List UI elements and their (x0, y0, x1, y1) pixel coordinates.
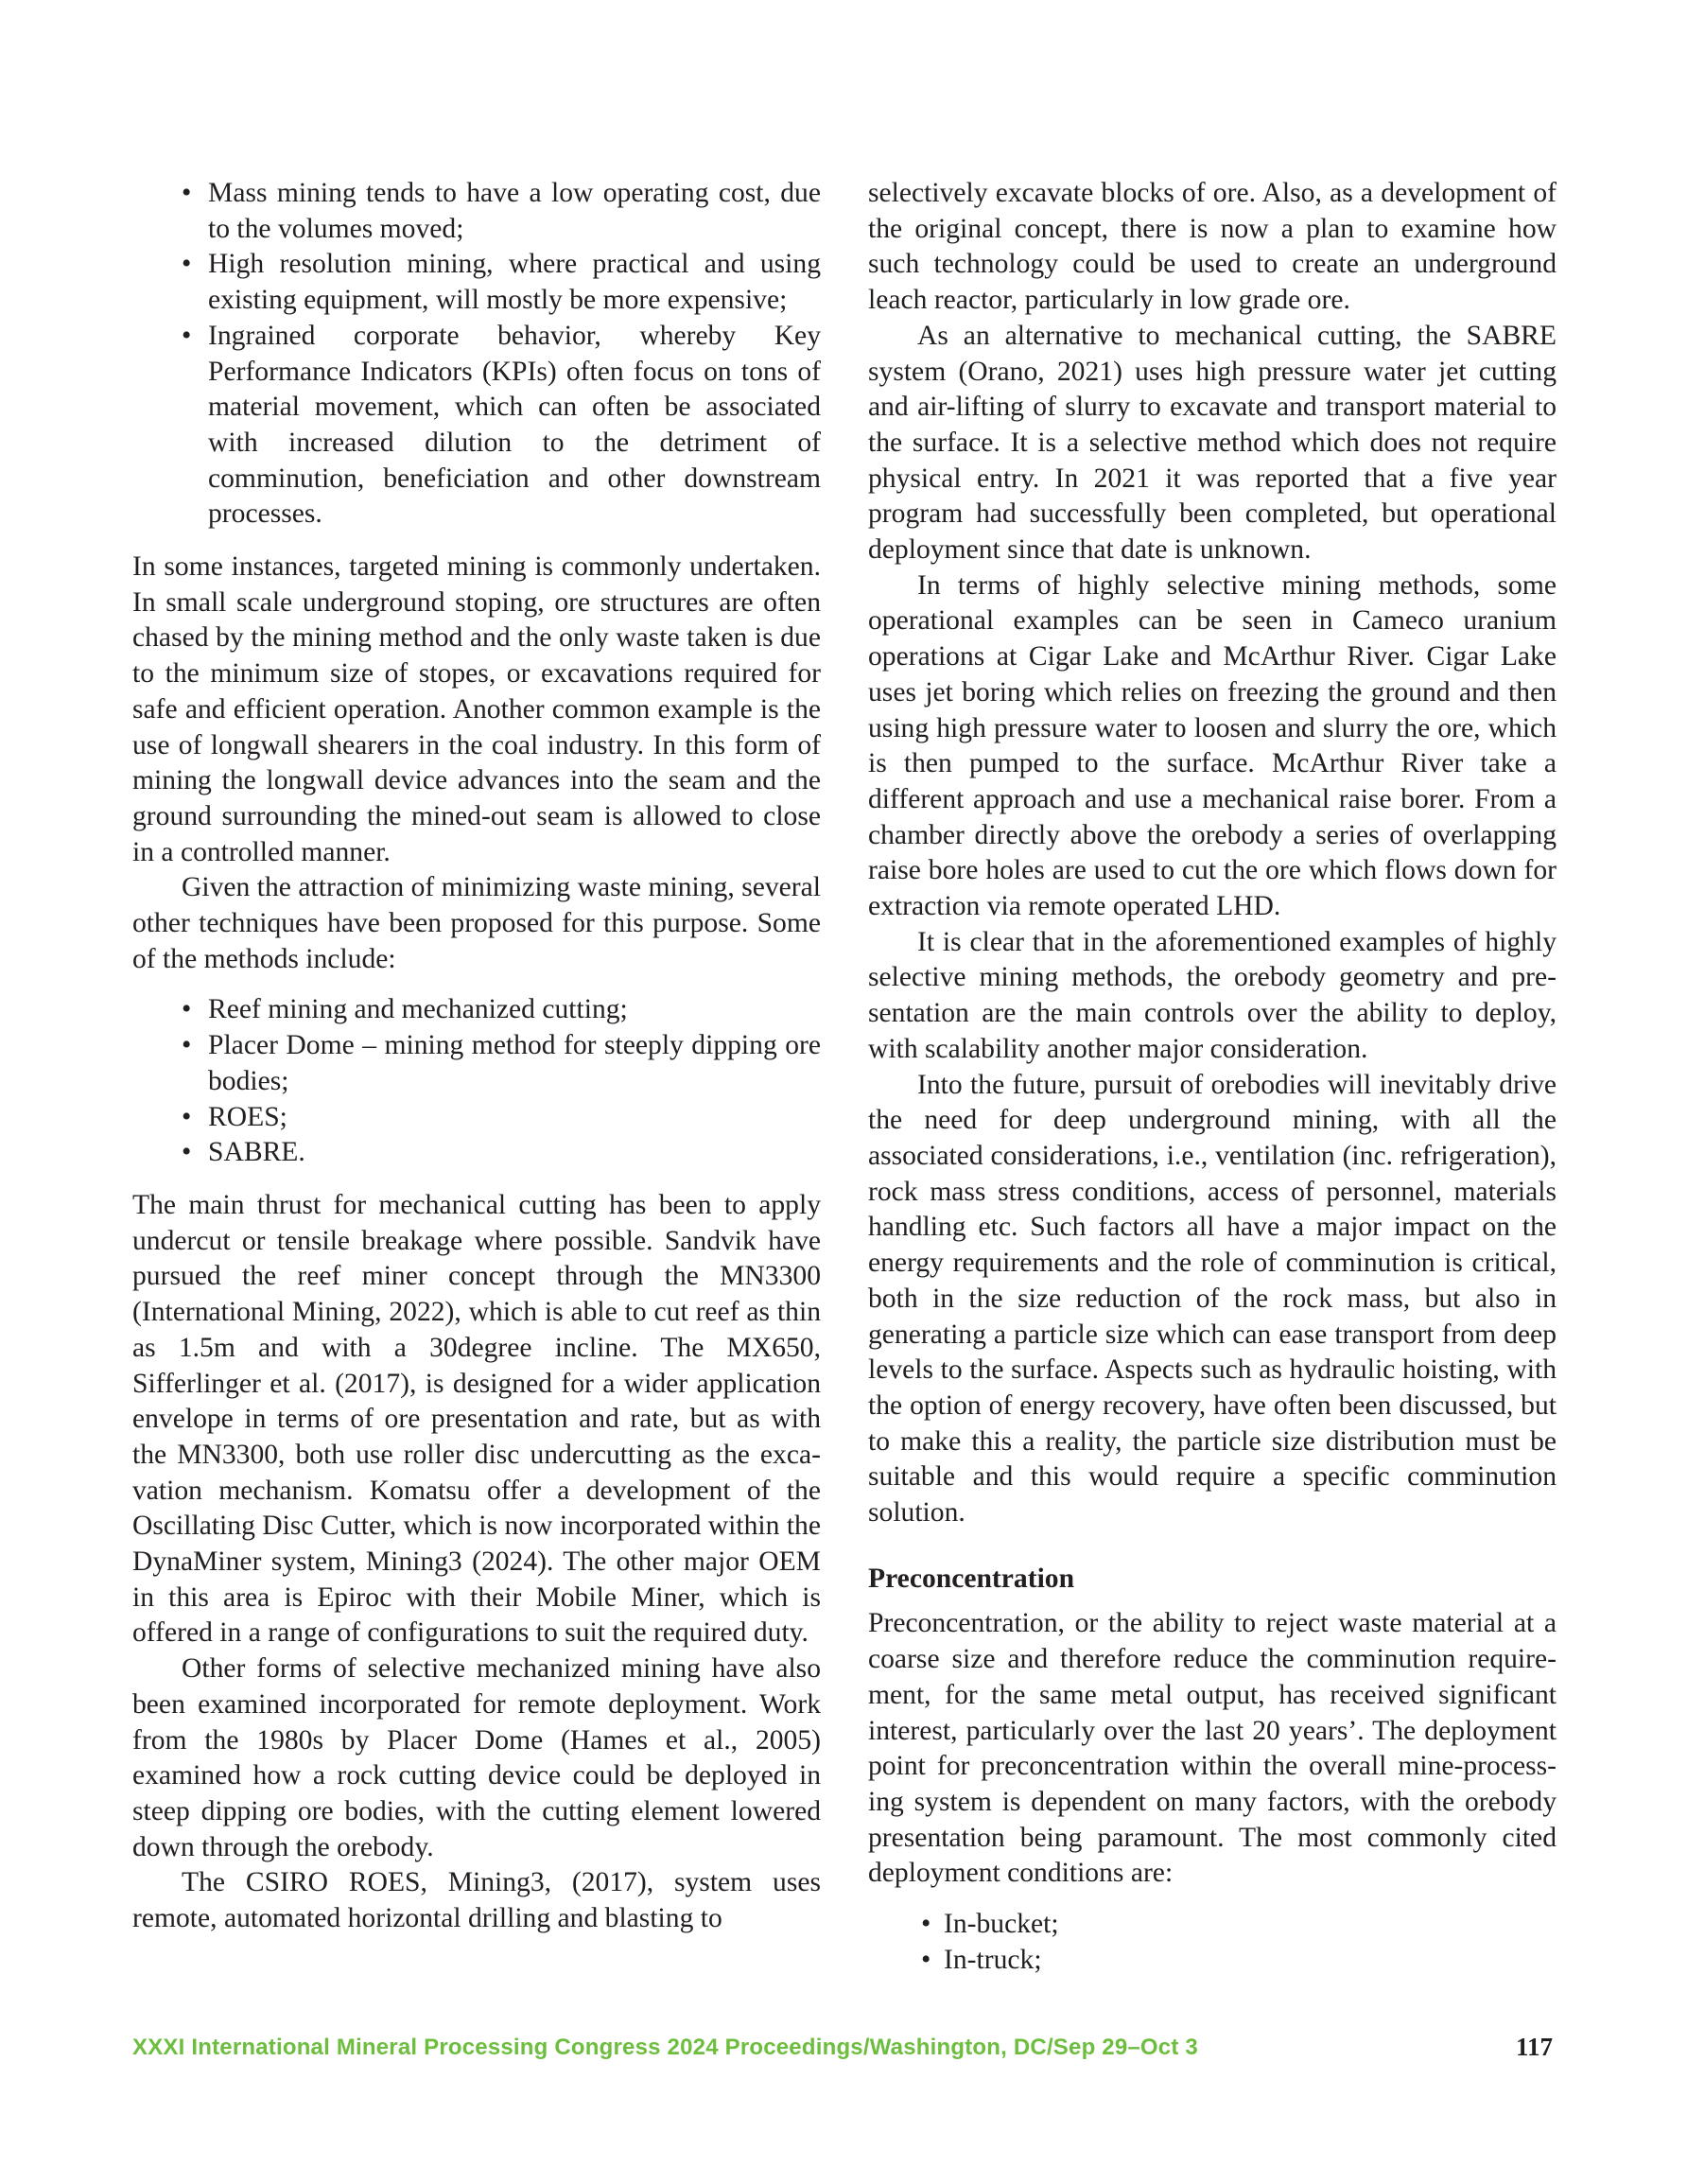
paragraph: The CSIRO ROES, Mining3, (2017), system uses remote, automated horizontal drilling and blasting to (132, 1867, 821, 1934)
footer-conference-title: XXXI International Mineral Processing Congress 2024 Proceedings/Washington, DC/Sep 29–Oct 3 (132, 2035, 1198, 2060)
list-item: • In-truck; (868, 1943, 1557, 1979)
page-number: 117 (1515, 2033, 1553, 2061)
paragraph: In terms of highly selective mining methods, some operational examples can be seen in Cameco uranium operations at Cigar Lake and McArthur River. Cigar Lake uses jet boring which relies on freezing the ground and then using high pressure water to loosen and slurry the ore, which is then pumped to the surface. McArthur River take a different approach and use a mechanical raise borer. From a chamber directly above the orebody a series of overlapping raise bore holes are used to cut the ore which flows down for extraction via remote operated LHD. (868, 569, 1557, 922)
section-heading: Preconcentration (868, 1563, 1075, 1594)
right-column (868, 176, 1557, 1995)
paragraph: Other forms of selective mechanized mining have also been examined incorporated for remote deployment. Work from the 1980s by Placer Dome (Hames et al., 2005) examined how a rock cutting device could be deployed in steep dipping ore bodies, with the cutting element lowered down through the orebody. (132, 1653, 821, 1862)
paragraph: It is clear that in the aforementioned examples of highly selective mining methods, the orebody geometry and presentation are the main controls over the ability to deploy, with scalability another major consideration. (868, 926, 1557, 1064)
list-item: • SABRE. (132, 1135, 821, 1171)
paragraph: Preconcentration, or the ability to reject waste material at a coarse size and therefore reduce the comminution requirement, for the same metal output, has received significant interest, particularly over the last 20 years’. The deployment point for preconcentration within the overall mine-processing system is dependent on many factors, with the orebody presentation being paramount. The most commonly cited deployment conditions are: (868, 1608, 1557, 1889)
paragraph: The main thrust for mechanical cutting has been to apply undercut or tensile breakage where possible. Sandvik have pursued the reef miner concept through the MN3300 (International Mining, 2022), which is able to cut reef as thin as 1.5m and with a 30degree incline. The MX650, Sifferlinger et al. (2017), is designed for a wider application envelope in terms of ore presentation and rate, but as with the MN3300, both use roller disc undercutting as the excavation mechanism. Komatsu offer a development of the Oscillating Disc Cutter, which is now incorporated within the DynaMiner system, Mining3 (2024). The other major OEM in this area is Epiroc with their Mobile Miner, which is offered in a range of configurations to suit the required duty. (132, 1189, 821, 1649)
paragraph: In some instances, targeted mining is commonly undertaken. In small scale underground stoping, ore structures are often chased by the mining method and the only waste taken is due to the minimum size of stopes, or excavations required for safe and efficient operation. Another common example is the use of longwall shearers in the coal industry. In this form of mining the longwall device advances into the seam and the ground surrounding the mined-out seam is allowed to close in a controlled manner. (132, 551, 821, 867)
list-item: • In-bucket; (868, 1907, 1557, 1943)
paragraph: As an alternative to mechanical cutting, the SABRE system (Orano, 2021) uses high pressure water jet cutting and air-lifting of slurry to excavate and transport material to the surface. It is a selective method which does not require physical entry. In 2021 it was reported that a five year program had successfully been completed, but operational deployment since that date is unknown. (868, 320, 1557, 566)
list-item: • Reef mining and mechanized cutting; (132, 992, 821, 1028)
list-item: • Mass mining tends to have a low operating cost, due to the volumes moved; (132, 176, 821, 247)
list-item: • ROES; (132, 1100, 821, 1136)
bullet-list-methods (132, 992, 821, 1171)
paragraph: Into the future, pursuit of orebodies will inevitably drive the need for deep underground mining, with all the associated considerations, i.e., ventilation (inc. refrigeration), rock mass stress conditions, access of personnel, materials handling etc. Such factors all have a major impact on the energy requirements and the role of comminution is critical, both in the size reduction of the rock mass, but also in generating a particle size which can ease transport from deep levels to the surface. Aspects such as hydraulic hoisting, with the option of energy recovery, have often been discussed, but to make this a reality, the particle size distribution must be suitable and this would require a specific comminution solution. (868, 1069, 1557, 1529)
list-item: • High resolution mining, where practical and using existing equipment, will mostly be more expensive; (132, 247, 821, 318)
left-column (132, 176, 821, 1937)
bullet-list-disadvantages (132, 176, 821, 533)
list-item: • Placer Dome – mining method for steeply dipping ore bodies; (132, 1028, 821, 1099)
list-item: • Ingrained corporate behavior, whereby Key Performance Indicators (KPIs) often focus on tons of material movement, which can often be associated with increased dilution to the detriment of comminution, beneficiation and other downstream processes. (132, 319, 821, 533)
bullet-list-deployment (868, 1907, 1557, 1978)
paragraph: Given the attraction of minimizing waste mining, several other techniques have been proposed for this purpose. Some of the methods include: (132, 872, 821, 974)
paragraph: selectively excavate blocks of ore. Also, as a development of the original concept, there is now a plan to examine how such technology could be used to create an underground leach reactor, particularly in low grade ore. (868, 178, 1557, 316)
